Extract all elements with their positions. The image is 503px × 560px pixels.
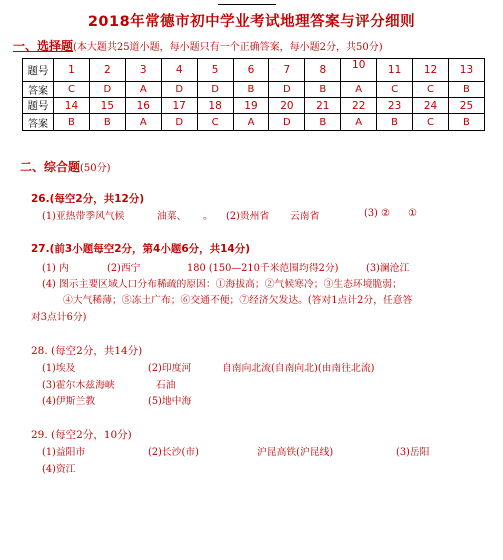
table-cell: 14 bbox=[54, 98, 90, 114]
table-cell: C bbox=[413, 114, 449, 131]
table-cell: 5 bbox=[197, 59, 233, 82]
table-cell: 17 bbox=[161, 98, 197, 114]
q28-answer-3a: (3)霍尔木兹海峡 bbox=[42, 380, 115, 391]
table-cell: 3 bbox=[125, 59, 161, 82]
table-cell: 10 bbox=[341, 59, 377, 82]
table-cell: 22 bbox=[341, 98, 377, 114]
q27-answer-4-line3: 对3点计6分) bbox=[31, 312, 87, 323]
table-cell: C bbox=[377, 82, 413, 98]
table-cell: D bbox=[197, 82, 233, 98]
table-cell: 8 bbox=[305, 59, 341, 82]
table-cell: A bbox=[341, 114, 377, 131]
q29-answer-2a: (2)长沙(市) bbox=[148, 447, 199, 458]
table-cell: C bbox=[54, 82, 90, 98]
q26-answer-1a: (1)亚热带季风气候 bbox=[42, 211, 125, 222]
table-cell: A bbox=[341, 82, 377, 98]
table-cell: C bbox=[197, 114, 233, 131]
page-title: 2018年常德市初中学业考试地理答案与评分细则 bbox=[87, 14, 416, 30]
table-row bbox=[23, 82, 485, 98]
q28-heading: 28. (每空2分，共14分) bbox=[31, 345, 143, 357]
table-cell: B bbox=[448, 114, 484, 131]
q26-heading: 26.(每空2分，共12分) bbox=[31, 193, 145, 205]
table-row bbox=[23, 114, 485, 131]
section-2-heading-line bbox=[20, 158, 111, 175]
q26-answer-1c: 。 bbox=[203, 211, 213, 222]
table-cell: B bbox=[233, 82, 269, 98]
table-cell: 2 bbox=[89, 59, 125, 82]
table-cell: 25 bbox=[448, 98, 484, 114]
q27-answer-2b: 180 (150—210千米范围均得2分) bbox=[187, 263, 339, 274]
q26-answer-2a: (2)贵州省 bbox=[226, 211, 270, 222]
table-cell: 24 bbox=[413, 98, 449, 114]
section-2-heading: 二、综合题 bbox=[20, 160, 81, 174]
row-label-question: 题号 bbox=[23, 59, 54, 82]
table-cell: B bbox=[54, 114, 90, 131]
q28-answer-2a: (2)印度河 bbox=[148, 363, 192, 374]
table-cell: 13 bbox=[448, 59, 484, 82]
q29-answer-2b: 沪昆高铁(沪昆线) bbox=[257, 447, 334, 458]
section-2-note: (50分) bbox=[80, 163, 111, 174]
table-cell: 1 bbox=[54, 59, 90, 82]
table-cell: B bbox=[305, 82, 341, 98]
table-cell: D bbox=[269, 82, 305, 98]
table-cell: B bbox=[305, 114, 341, 131]
table-cell: A bbox=[233, 114, 269, 131]
table-cell: A bbox=[125, 82, 161, 98]
q28-answer-2b: 自南向北流(自南向北)(由南往北流) bbox=[222, 363, 375, 374]
table-cell: 16 bbox=[125, 98, 161, 114]
table-cell: 23 bbox=[377, 98, 413, 114]
q27-answer-4-line1: (4) 图示主要区域人口分布稀疏的原因：①海拔高；②气候寒冷；③生态环境脆弱； bbox=[42, 279, 402, 290]
q27-answer-4-line2: ④大气稀薄；⑤冻土广布；⑥交通不便；⑦经济欠发达。(答对1点计2分，任意答 bbox=[63, 295, 413, 306]
q29-answer-4: (4)资江 bbox=[42, 464, 76, 475]
section-1-note: (本大题共25道小题，每小题只有一个正确答案，每小题2分，共50分) bbox=[73, 42, 383, 53]
table-cell: 21 bbox=[305, 98, 341, 114]
q29-answer-3: (3)岳阳 bbox=[396, 447, 430, 458]
table-cell: 11 bbox=[377, 59, 413, 82]
q26-answer-3b: ① bbox=[408, 208, 417, 219]
table-cell: 4 bbox=[161, 59, 197, 82]
table-cell: 19 bbox=[233, 98, 269, 114]
q26-answer-1b: 油菜、 bbox=[157, 211, 187, 222]
table-cell: A bbox=[125, 114, 161, 131]
table-cell: 7 bbox=[269, 59, 305, 82]
answer-table bbox=[22, 58, 485, 131]
q27-answer-1: (1) 内 bbox=[42, 263, 69, 274]
table-row bbox=[23, 98, 485, 114]
table-cell: 20 bbox=[269, 98, 305, 114]
q28-answer-3b: 石油 bbox=[156, 380, 176, 391]
row-label-question: 题号 bbox=[23, 98, 54, 114]
table-cell: C bbox=[413, 82, 449, 98]
table-cell: B bbox=[448, 82, 484, 98]
table-cell: B bbox=[377, 114, 413, 131]
table-cell: 12 bbox=[413, 59, 449, 82]
table-cell: D bbox=[161, 114, 197, 131]
q28-answer-4: (4)伊斯兰教 bbox=[42, 396, 96, 407]
q27-answer-3: (3)澜沧江 bbox=[366, 263, 410, 274]
section-1-heading: 一、选择题 bbox=[13, 39, 74, 53]
q26-answer-3a: (3) ② bbox=[364, 208, 390, 219]
q27-answer-2a: (2)西宁 bbox=[107, 263, 141, 274]
table-cell: D bbox=[89, 82, 125, 98]
row-label-answer: 答案 bbox=[23, 82, 54, 98]
row-label-answer: 答案 bbox=[23, 114, 54, 131]
q26-answer-2b: 云南省 bbox=[290, 211, 320, 222]
table-cell: B bbox=[89, 114, 125, 131]
table-cell: 18 bbox=[197, 98, 233, 114]
q27-heading: 27.(前3小题每空2分，第4小题6分，共14分) bbox=[31, 243, 251, 255]
table-cell: D bbox=[161, 82, 197, 98]
q29-heading: 29. (每空2分，10分) bbox=[31, 429, 132, 441]
q28-answer-1: (1)埃及 bbox=[42, 363, 76, 374]
q29-answer-1: (1)益阳市 bbox=[42, 447, 86, 458]
q28-answer-5: (5)地中海 bbox=[148, 396, 192, 407]
table-row bbox=[23, 59, 485, 82]
table-cell: 15 bbox=[89, 98, 125, 114]
section-1-heading-line bbox=[13, 37, 383, 54]
table-cell: 6 bbox=[233, 59, 269, 82]
title-top-rule bbox=[218, 4, 276, 5]
table-cell: D bbox=[269, 114, 305, 131]
